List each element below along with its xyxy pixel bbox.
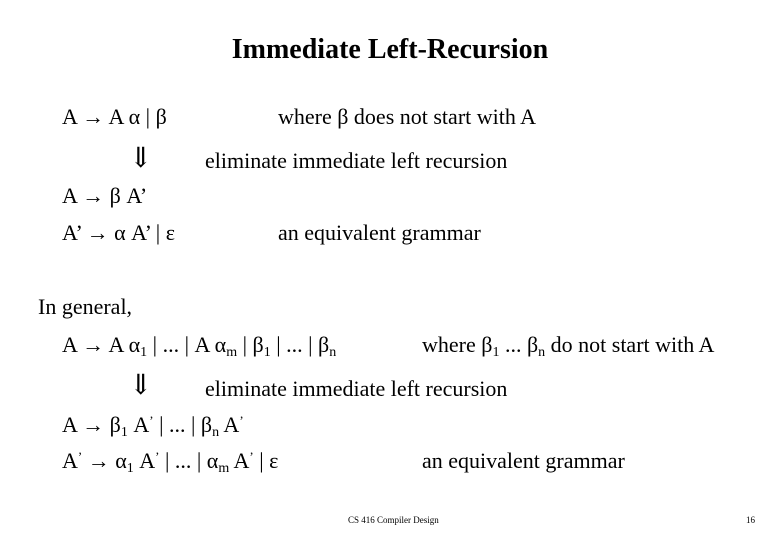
footer-page-number: 16 (746, 515, 755, 525)
down-double-arrow-icon: ⇓ (129, 370, 153, 401)
down-double-arrow-icon: ⇓ (129, 143, 153, 174)
equivalent-grammar-label-general: an equivalent grammar (422, 448, 625, 473)
new-rule-a-prime: A’ → α A’ | ε (62, 220, 175, 245)
new-rule-a: A → β A’ (62, 183, 148, 208)
general-intro: In general, (38, 294, 133, 319)
eliminate-label-simple: eliminate immediate left recursion (205, 148, 508, 173)
new-rule-a-general: $A \to \beta_1$ A’ | ... | $\beta_n$ A’ (62, 412, 244, 440)
equivalent-grammar-label-simple: an equivalent grammar (278, 220, 481, 245)
where-condition-general: where $\beta_1$ ... $\beta_n$ do not start with A (422, 332, 715, 360)
eliminate-label-general: eliminate immediate left recursion (205, 376, 508, 401)
new-rule-a-prime-general: $A^’ \to \alpha_1$ A’ | ... | $\alpha_m$ A’ | ε (62, 448, 279, 476)
rule-general: A → A $\alpha_1$ | ... | A $\alpha_m$ | $\beta_1$ | ... | $\beta_n$ (62, 332, 337, 360)
footer-course-name: CS 416 Compiler Design (348, 515, 439, 525)
rule-simple: A → A α | β (62, 104, 167, 129)
slide-title: Immediate Left-Recursion (231, 34, 549, 65)
where-condition-simple: where β does not start with A (278, 104, 537, 129)
